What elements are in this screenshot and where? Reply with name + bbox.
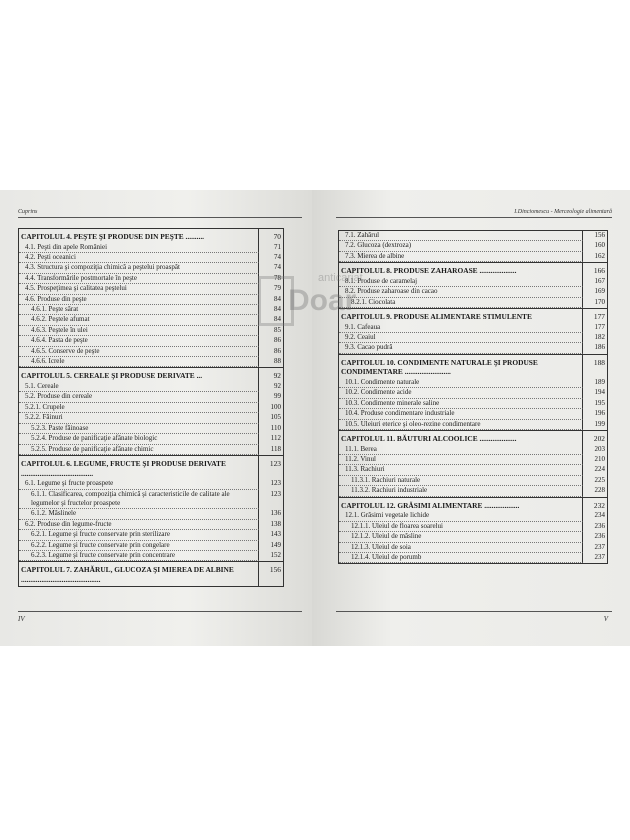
toc-page-number: 167 [594, 276, 605, 285]
toc-entry-title: 11.3.1. Rachiuri naturale [339, 476, 583, 486]
toc-entry-title: 6.1. Legume şi fructe proaspete [19, 479, 259, 489]
toc-page-number: 92 [274, 382, 281, 391]
toc-page-number: 112 [270, 434, 281, 443]
toc-entry-title: 5.2.3. Paste făinoase [19, 424, 259, 434]
toc-chapter-row [339, 498, 607, 512]
toc-entry-row [339, 399, 607, 409]
toc-entry-row [339, 522, 607, 532]
left-footer-rule [18, 611, 302, 612]
toc-entry-row [339, 476, 607, 486]
toc-page-number: 189 [594, 378, 605, 387]
right-page [312, 190, 630, 646]
toc-entry-row [339, 378, 607, 388]
toc-entry-row [339, 298, 607, 308]
toc-entry-title: 6.1.1. Clasificarea, compoziţia chimică şi caracteristicile de calitate ale legumelor şi fructelor proaspete [19, 490, 259, 510]
toc-page-number: 195 [594, 398, 605, 407]
toc-chapter-row [339, 309, 607, 323]
left-folio: IV [18, 615, 25, 623]
toc-entry-title: 5.2.5. Produse de panificaţie afânate chimic [19, 445, 259, 455]
toc-section [339, 231, 607, 263]
left-page [0, 190, 312, 646]
toc-entry-title: CAPITOLUL 5. CEREALE ŞI PRODUSE DERIVATE ... [19, 368, 259, 382]
toc-entry-title: 10.4. Produse condimentare industriale [339, 409, 583, 419]
toc-entry-row [19, 284, 283, 294]
toc-page-number: 169 [594, 287, 605, 296]
toc-entry-title: 10.3. Condimente minerale saline [339, 399, 583, 409]
toc-page-number: 79 [274, 284, 281, 293]
toc-chapter-row [339, 355, 607, 378]
toc-entry-row [339, 532, 607, 542]
toc-entry-title: CAPITOLUL 8. PRODUSE ZAHAROASE .................... [339, 263, 583, 277]
toc-page-number: 234 [594, 511, 605, 520]
toc-page-number: 228 [594, 486, 605, 495]
toc-entry-row [19, 551, 283, 561]
toc-page-number: 194 [594, 388, 605, 397]
toc-entry-title: 4.6.2. Peştele afumat [19, 315, 259, 325]
toc-chapter-row [339, 431, 607, 445]
toc-entry-title: 9.3. Cacao pudră [339, 343, 583, 353]
toc-section [19, 562, 283, 585]
toc-section [19, 229, 283, 368]
toc-entry-row [19, 413, 283, 423]
toc-entry-title: CAPITOLUL 4. PEŞTE ŞI PRODUSE DIN PEŞTE .......... [19, 229, 259, 243]
toc-entry-title: 11.1. Berea [339, 445, 583, 455]
toc-entry-row [339, 287, 607, 297]
toc-entry-row [19, 336, 283, 346]
toc-page-number: 86 [274, 346, 281, 355]
toc-entry-title: CAPITOLUL 11. BĂUTURI ALCOOLICE .................... [339, 431, 583, 445]
toc-entry-row [19, 253, 283, 263]
toc-entry-row [19, 315, 283, 325]
toc-entry-row [19, 326, 283, 336]
toc-page-number: 177 [594, 322, 605, 331]
toc-page-number: 182 [594, 333, 605, 342]
toc-page-number: 162 [594, 251, 605, 260]
toc-entry-row [19, 382, 283, 392]
toc-entry-title: 4.3. Structura şi compoziţia chimică a peştelui proaspăt [19, 263, 259, 273]
toc-entry-title: CAPITOLUL 7. ZAHĂRUL, GLUCOZA ŞI MIEREA DE ALBINE ........................................... [19, 562, 259, 585]
toc-entry-title: 6.2. Produse din legume-fructe [19, 520, 259, 530]
toc-entry-row [339, 465, 607, 475]
toc-entry-title: 8.2. Produse zaharoase din cacao [339, 287, 583, 297]
toc-entry-row [339, 409, 607, 419]
toc-page-number: 86 [274, 336, 281, 345]
toc-entry-row [339, 420, 607, 430]
toc-page-number: 70 [273, 232, 281, 241]
toc-page-number: 88 [274, 357, 281, 366]
toc-page-number: 232 [593, 500, 605, 510]
toc-entry-title: 11.3. Rachiuri [339, 465, 583, 475]
toc-entry-title: 5.1. Cereale [19, 382, 259, 392]
toc-entry-title: 4.6.4. Pasta de peşte [19, 336, 259, 346]
toc-page-number: 110 [270, 423, 281, 432]
toc-page-number: 74 [274, 263, 281, 272]
toc-entry-title: 5.2.1. Crupele [19, 403, 259, 413]
toc-page-number: 156 [594, 231, 605, 239]
toc-section [19, 368, 283, 455]
toc-entry-title: 12.1. Grăsimi vegetale lichide [339, 511, 583, 521]
toc-entry-title: CAPITOLUL 12. GRĂSIMI ALIMENTARE ................... [339, 498, 583, 512]
toc-entry-title: 6.2.3. Legume şi fructe conservate prin concentrare [19, 551, 259, 561]
toc-entry-row [19, 347, 283, 357]
left-header-rule [18, 217, 302, 218]
toc-entry-title: 10.1. Condimente naturale [339, 378, 583, 388]
toc-page-number: 224 [594, 465, 605, 474]
toc-section [339, 355, 607, 431]
toc-entry-title: 7.2. Glucoza (dextroza) [339, 241, 583, 251]
toc-page-number: 138 [270, 519, 281, 528]
toc-entry-row [339, 343, 607, 353]
toc-page-number: 123 [270, 479, 281, 488]
toc-entry-row [19, 424, 283, 434]
toc-section [19, 456, 283, 562]
toc-section [339, 309, 607, 355]
toc-entry-title: 9.2. Ceaiul [339, 333, 583, 343]
toc-entry-title: 10.5. Uleiuri eterice şi oleo-rezine condimentare [339, 420, 583, 430]
right-footer-rule [336, 611, 612, 612]
toc-page-number: 71 [274, 242, 281, 251]
toc-entry-title: 10.2. Condimente acide [339, 388, 583, 398]
toc-entry-title: 4.6.6. Icrele [19, 357, 259, 367]
toc-entry-row [339, 445, 607, 455]
open-book [0, 190, 630, 646]
toc-entry-row [19, 530, 283, 540]
toc-entry-row [19, 274, 283, 284]
toc-entry-row [19, 541, 283, 551]
toc-entry-title: 4.2. Peşti oceanici [19, 253, 259, 263]
toc-page-number: 237 [594, 552, 605, 561]
toc-page-number: 237 [594, 542, 605, 551]
toc-page-number: 84 [274, 305, 281, 314]
toc-page-number: 100 [270, 402, 281, 411]
toc-entry-row [339, 455, 607, 465]
toc-entry-title: 9.1. Cafeaua [339, 323, 583, 333]
toc-page-number: 196 [594, 409, 605, 418]
toc-page-number: 156 [269, 565, 281, 575]
toc-entry-title: 11.3.2. Rachiuri industriale [339, 486, 583, 496]
toc-entry-title: 12.1.3. Uleiul de soia [339, 543, 583, 553]
watermark-small-text: anticariat [318, 272, 363, 284]
toc-entry-row [19, 295, 283, 305]
toc-section [339, 263, 607, 309]
toc-chapter-row [19, 229, 283, 243]
toc-page-number: 105 [270, 413, 281, 422]
toc-entry-row [339, 388, 607, 398]
toc-entry-title: CAPITOLUL 10. CONDIMENTE NATURALE ŞI PRODUSE CONDIMENTARE ......................... [339, 355, 583, 378]
toc-page-number: 85 [274, 325, 281, 334]
toc-page-number: 199 [594, 419, 605, 428]
toc-page-number: 170 [594, 297, 605, 306]
toc-entry-title: 4.6.5. Conserve de peşte [19, 347, 259, 357]
toc-entry-row [339, 277, 607, 287]
toc-entry-row [339, 252, 607, 262]
toc-entry-row [19, 243, 283, 253]
toc-entry-row [339, 231, 607, 241]
toc-entry-row [19, 305, 283, 315]
toc-entry-title: 4.6.3. Peştele în ulei [19, 326, 259, 336]
toc-page-number: 225 [594, 475, 605, 484]
toc-entry-title: 4.6.1. Peşte sărat [19, 305, 259, 315]
toc-entry-title: CAPITOLUL 9. PRODUSE ALIMENTARE STIMULENTE [339, 309, 583, 323]
toc-entry-title: 5.2.2. Făinuri [19, 413, 259, 423]
left-toc-table [18, 228, 284, 587]
toc-page-number: 78 [274, 273, 281, 282]
toc-entry-row [19, 479, 283, 489]
toc-page-number: 136 [270, 509, 281, 518]
right-header-rule [336, 217, 612, 218]
toc-entry-row [339, 333, 607, 343]
toc-entry-row [339, 323, 607, 333]
toc-entry-row [339, 486, 607, 496]
toc-entry-title: 12.1.2. Uleiul de măsline [339, 532, 583, 542]
toc-page-number: 210 [594, 455, 605, 464]
toc-entry-row [339, 511, 607, 521]
toc-entry-title: 4.1. Peşti din apele României [19, 243, 259, 253]
toc-entry-row [19, 403, 283, 413]
toc-entry-row [19, 520, 283, 530]
toc-page-number: 160 [594, 241, 605, 250]
toc-entry-title: 11.2. Vinul [339, 455, 583, 465]
toc-entry-title: 8.2.1. Ciocolata [339, 298, 583, 308]
toc-entry-title: 4.4. Transformările postmortale în peşte [19, 274, 259, 284]
toc-section [339, 431, 607, 498]
toc-page-number: 74 [274, 253, 281, 261]
toc-page-number: 118 [270, 444, 281, 453]
toc-page-number: 236 [594, 532, 605, 541]
toc-page-number: 177 [593, 312, 605, 322]
toc-chapter-row [19, 368, 283, 382]
toc-entry-title: CAPITOLUL 6. LEGUME, FRUCTE ŞI PRODUSE DERIVATE ....................................... [19, 456, 259, 479]
toc-entry-row [19, 357, 283, 367]
right-toc-table [338, 230, 608, 564]
toc-entry-title: 12.1.1. Uleiul de floarea soarelui [339, 522, 583, 532]
toc-page-number: 84 [274, 294, 281, 303]
toc-entry-title: 6.2.2. Legume şi fructe conservate prin congelare [19, 541, 259, 551]
toc-chapter-row [339, 263, 607, 277]
toc-entry-row [339, 543, 607, 553]
toc-page-number: 99 [274, 392, 281, 401]
toc-entry-title: 12.1.4. Uleiul de porumb [339, 553, 583, 563]
toc-page-number: 123 [270, 489, 281, 498]
toc-entry-title: 7.3. Mierea de albine [339, 252, 583, 262]
toc-page-number: 203 [594, 444, 605, 453]
toc-chapter-row [19, 456, 283, 479]
watermark-brand-text: Doar [288, 284, 357, 317]
toc-page-number: 84 [274, 315, 281, 324]
right-folio: V [603, 615, 608, 623]
toc-entry-row [19, 434, 283, 444]
toc-entry-row [19, 392, 283, 402]
toc-entry-title: 7.1. Zahărul [339, 231, 583, 241]
toc-entry-title: 5.2.4. Produse de panificaţie afânate biologic [19, 434, 259, 444]
toc-entry-row [19, 263, 283, 273]
toc-page-number: 149 [270, 540, 281, 549]
toc-page-number: 236 [594, 521, 605, 530]
toc-entry-title: 8.1. Produse de caramelaj [339, 277, 583, 287]
toc-entry-title: 6.1.2. Măslinele [19, 509, 259, 519]
toc-page-number: 202 [593, 434, 605, 444]
toc-entry-title: 4.5. Prospeţimea şi calitatea peştelui [19, 284, 259, 294]
toc-entry-row [19, 490, 283, 510]
left-running-head: Cuprins [18, 209, 38, 215]
toc-page-number: 92 [273, 371, 281, 381]
toc-entry-row [19, 509, 283, 519]
right-running-head: I.Dinciomescu - Merceologie alimentară [514, 209, 612, 215]
toc-entry-title: 6.2.1. Legume şi fructe conservate prin sterilizare [19, 530, 259, 540]
toc-page-number: 123 [269, 458, 281, 468]
toc-entry-title: 5.2. Produse din cereale [19, 392, 259, 402]
toc-entry-title: 4.6. Produse din peşte [19, 295, 259, 305]
toc-entry-row [339, 553, 607, 563]
toc-page-number: 188 [593, 357, 605, 367]
toc-section [339, 498, 607, 564]
watermark-logo [258, 264, 368, 334]
toc-page-number: 143 [270, 530, 281, 539]
toc-page-number: 186 [594, 343, 605, 352]
toc-page-number: 166 [593, 266, 605, 276]
toc-chapter-row [19, 562, 283, 585]
toc-entry-row [19, 445, 283, 455]
toc-page-number: 152 [270, 550, 281, 559]
toc-entry-row [339, 241, 607, 251]
